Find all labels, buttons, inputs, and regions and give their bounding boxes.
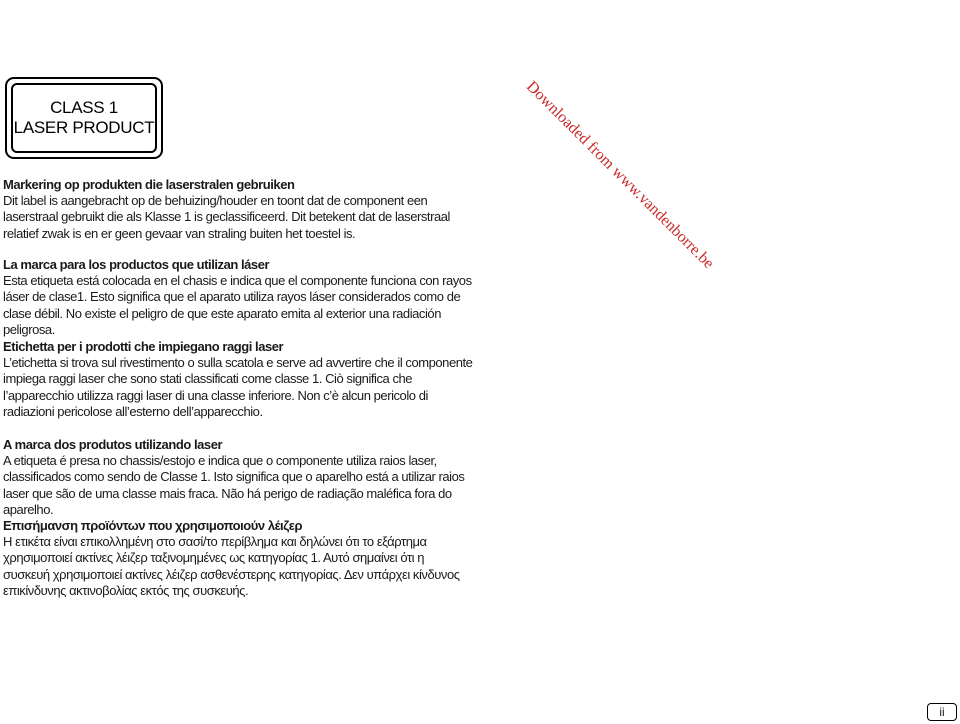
laser-class-label (5, 77, 163, 159)
section-title: Markering op produkten die laserstralen gebruiken (3, 177, 295, 192)
section-title: A marca dos produtos utilizando laser (3, 437, 223, 452)
page-number: ii (927, 703, 957, 721)
section-title: Etichetta per i prodotti che impiegano raggi laser (3, 339, 284, 354)
section-body: A etiqueta é presa no chassis/estojo e indica que o componente utiliza raios laser, classificados como sendo de Classe 1. Isto significa que o aparelho está a utilizar raios laser que são de uma classe mais fraca. Não há perigo de radiação maléfica fora do aparelho. (3, 453, 465, 517)
section-body: Dit label is aangebracht op de behuizing/houder en toont dat de component een laserstraal gebruikt die als Klasse 1 is geclassificeerd. Dit betekent dat de laserstraal relatief zwak is en er geen gevaar van straling buiten het toestel is. (3, 193, 450, 241)
section-portuguese (3, 437, 473, 518)
section-italian (3, 339, 473, 420)
section-body: Esta etiqueta está colocada en el chasis e indica que el componente funciona con rayos láser de clase1. Esto significa que el aparato utiliza rayos láser considerados como de clase débil. No existe el peligro de que este aparato emita al exterior una radiación peligrosa. (3, 273, 472, 337)
label-line-2: LASER PRODUCT (13, 118, 155, 137)
laser-class-label-inner (11, 83, 157, 153)
section-greek (3, 518, 473, 599)
section-title: Επισήμανση προϊόντων που χρησιμοποιούν λέιζερ (3, 518, 303, 533)
section-body: L’etichetta si trova sul rivestimento o sulla scatola e serve ad avvertire che il componente impiega raggi laser che sono stati classificati come classe 1. Ciò significa che l’apparecchio utilizza raggi laser di una classe inferiore. Non c’è alcun pericolo di radiazioni pericolose all’esterno dell’apparecchio. (3, 355, 473, 419)
section-spanish (3, 257, 473, 338)
watermark: Downloaded from www.vandenborre.be (522, 78, 718, 273)
section-dutch (3, 177, 473, 242)
label-line-1: CLASS 1 (50, 98, 118, 117)
section-title: La marca para los productos que utilizan láser (3, 257, 270, 272)
section-body: Η ετικέτα είναι επικολλημένη στο σασί/το περίβλημα και δηλώνει ότι το εξάρτημα χρησιμοποιεί ακτίνες λέιζερ ταξινομημένες ως κατηγορίας 1. Αυτό σημαίνει ότι η συσκευή χρησιμοποιεί ακτίνες λέιζερ ασθενέστερης κατηγορίας. Δεν υπάρχει κίνδυνος επικίνδυνης ακτινοβολίας εκτός της συσκευής. (3, 534, 460, 598)
